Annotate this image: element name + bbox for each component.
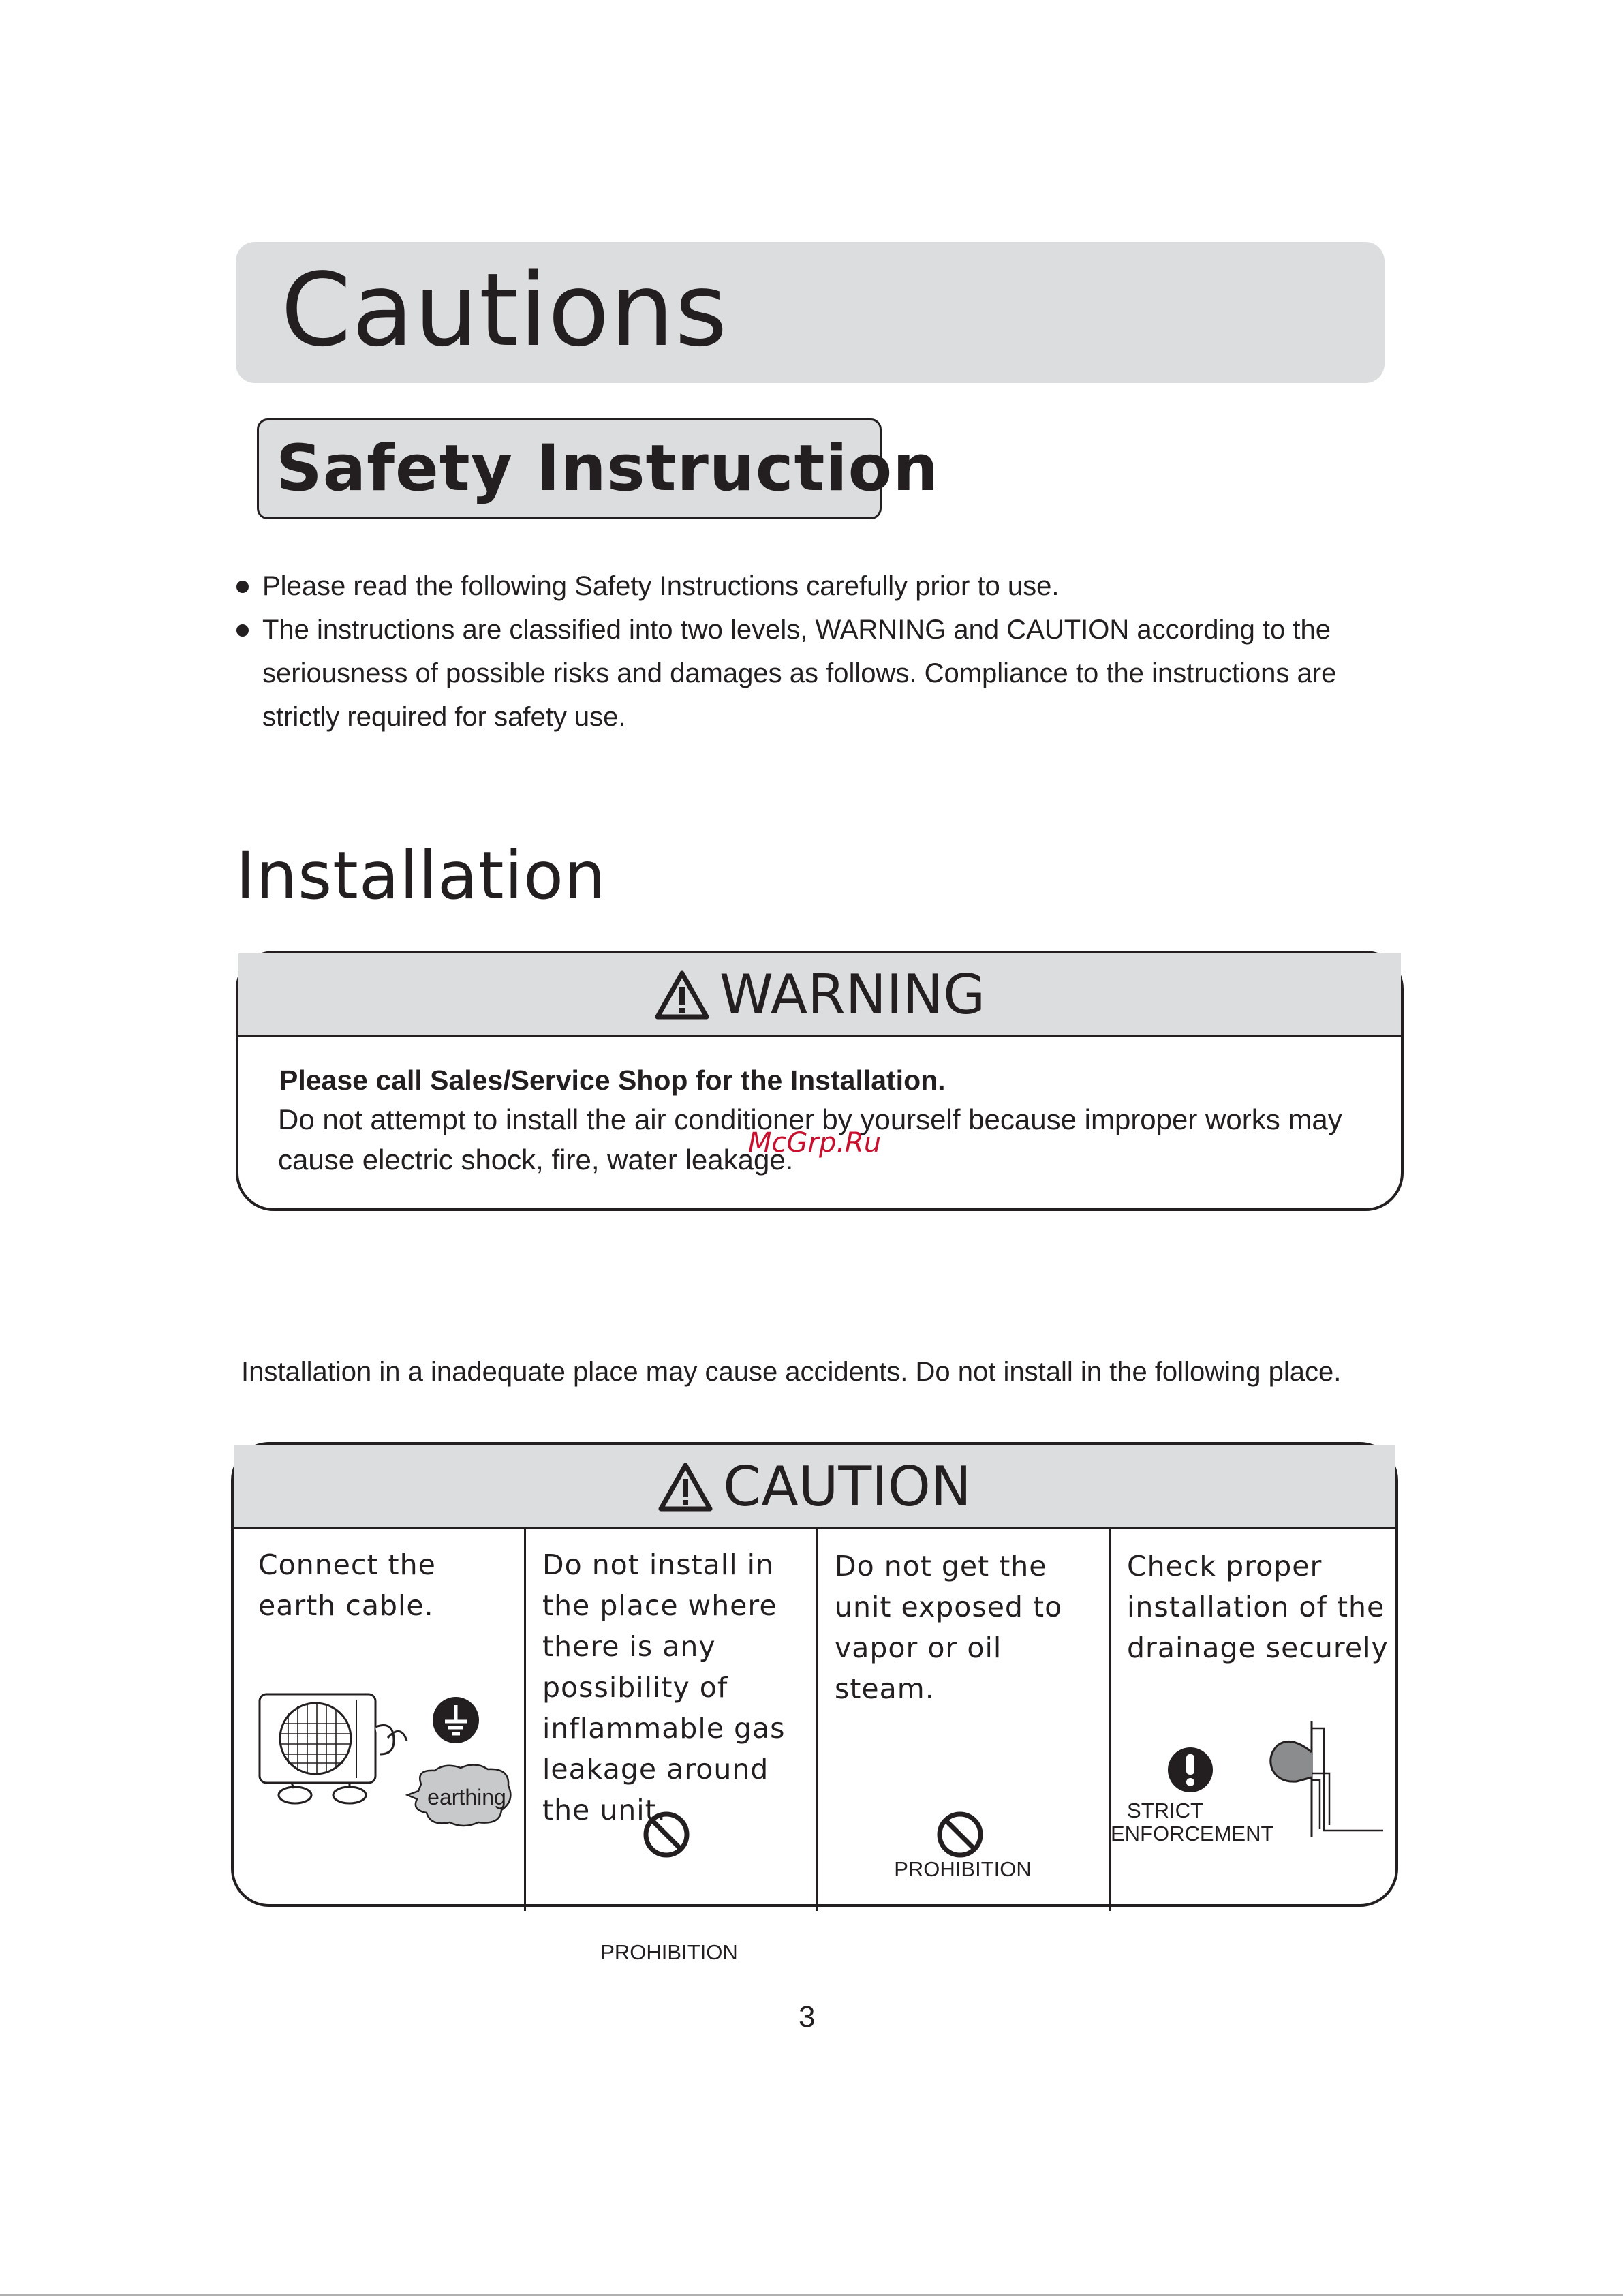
- caution-label: CAUTION: [723, 1455, 972, 1518]
- warning-body-text: Do not attempt to install the air conditioner by yourself because improper works may cause electric shock, fire, water leakage.: [278, 1103, 1342, 1176]
- bullet-item: [262, 564, 1400, 608]
- strict-enforcement-label: STRICT ENFORCEMENT: [1111, 1798, 1274, 1846]
- prohibition-label: PROHIBITION: [600, 1940, 738, 1964]
- installation-heading: Installation: [236, 838, 606, 914]
- bullet-dot: [236, 624, 249, 637]
- caution-cell-text: Check proper installation of the drainage securely: [1127, 1550, 1389, 1664]
- warning-triangle-icon: [654, 970, 710, 1020]
- prohibition-icon: [642, 1810, 691, 1859]
- drainage-illustration: [1264, 1715, 1393, 1844]
- bullet-text: The instructions are classified into two levels, WARNING and CAUTION according to the seriousness of possible risks and damages as follows. Compliance to the instructions are strictly required for safety use.: [262, 615, 1337, 732]
- installation-intro: Installation in a inadequate place may cause accidents. Do not install in the following place.: [241, 1357, 1342, 1387]
- caution-cell: [526, 1529, 816, 1964]
- warning-panel: [236, 951, 1404, 1211]
- caution-cell: [234, 1529, 524, 1908]
- earthing-label: earthing: [427, 1785, 506, 1809]
- watermark: McGrp.Ru: [748, 1127, 882, 1159]
- caution-cell: [818, 1529, 1109, 1908]
- section-title: Safety Instruction: [276, 431, 940, 506]
- bullet-dot: [236, 581, 249, 593]
- caution-cell-text: Connect the earth cable.: [258, 1548, 436, 1622]
- page-number: 3: [799, 2000, 816, 2034]
- caution-panel: [231, 1442, 1398, 1964]
- warning-bold-line: Please call Sales/Service Shop for the Installation.: [279, 1065, 946, 1096]
- caution-header: [234, 1445, 1395, 1529]
- bullet-item: [262, 608, 1400, 739]
- prohibition-label: PROHIBITION: [894, 1857, 1032, 1881]
- prohibition-icon: [936, 1810, 985, 1859]
- earth-ground-icon: [431, 1696, 480, 1745]
- exclamation-icon: [1166, 1746, 1214, 1794]
- page-title: Cautions: [281, 251, 728, 369]
- caution-triangle-icon: [658, 1462, 713, 1512]
- caution-cell: [1111, 1529, 1398, 1908]
- caution-cell-text: Do not install in the place where there is any possibility of inflammable gas leakage around the unit.: [542, 1548, 786, 1826]
- bullet-text: Please read the following Safety Instructions carefully prior to use.: [262, 571, 1060, 601]
- warning-label: WARNING: [719, 963, 986, 1026]
- caution-cell-text: Do not get the unit exposed to vapor or oil steam.: [835, 1550, 1063, 1705]
- warning-header: [238, 953, 1401, 1037]
